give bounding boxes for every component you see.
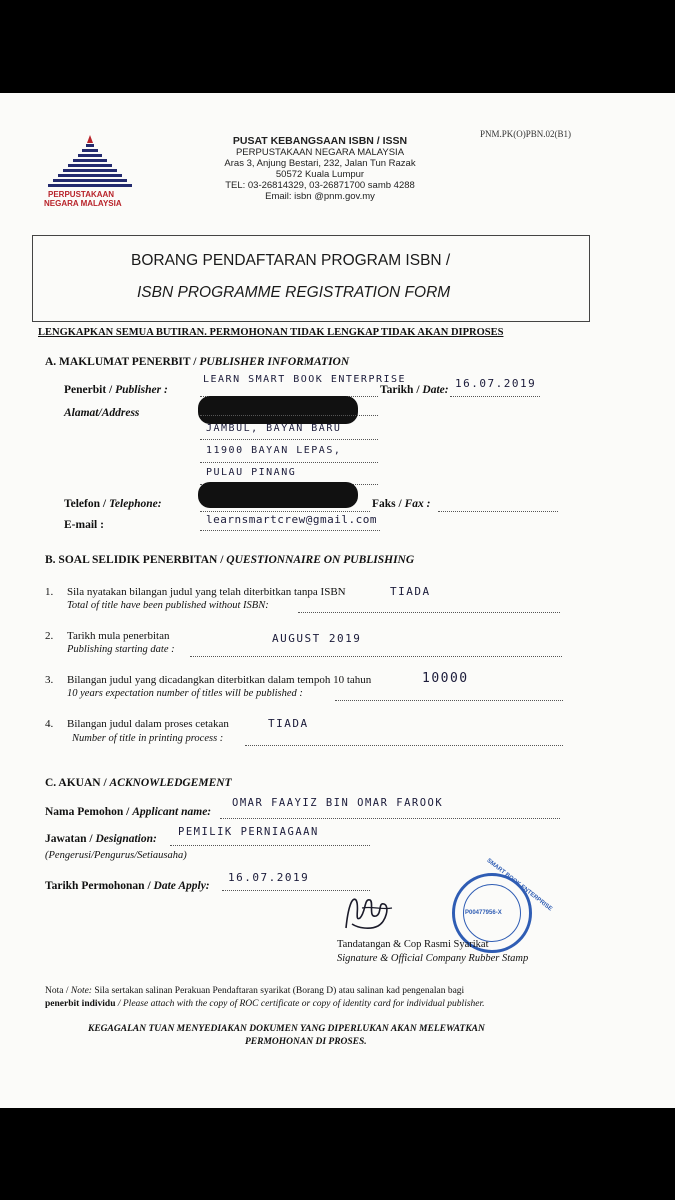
org-line: 50572 Kuala Lumpur: [275, 169, 365, 180]
address-line-3: PULAU PINANG: [206, 467, 297, 478]
question-english: 10 years expectation number of titles will be published :: [67, 688, 303, 699]
designation-value: PEMILIK PERNIAGAAN: [178, 826, 319, 838]
designation-hint: (Pengerusi/Pengurus/Setiausaha): [45, 850, 187, 861]
note-english-text: / Please attach with the copy of ROC certificate or copy of identity card for individual publisher.: [115, 999, 485, 1009]
header-address: [220, 135, 420, 202]
logo-text-line-1: PERPUSTAKAAN: [48, 190, 115, 199]
section-b-title-malay: B. SOAL SELIDIK PENERBITAN /: [45, 554, 227, 566]
question-malay: Bilangan judul dalam proses cetakan: [67, 718, 229, 730]
section-c-title: [45, 777, 232, 789]
section-c-title-malay: C. AKUAN /: [45, 777, 110, 789]
fax-label-malay: Faks /: [372, 498, 405, 510]
date-label-malay: Tarikh /: [380, 384, 423, 396]
fax-label-english: Fax :: [404, 498, 431, 510]
telephone-dotted-line: [200, 511, 370, 512]
telephone-label-malay: Telefon /: [64, 498, 109, 510]
publisher-value: LEARN SMART BOOK ENTERPRISE: [203, 374, 407, 385]
org-line: TEL: 03-26814329, 03-26871700 samb 4288: [225, 180, 415, 191]
designation-label-malay: Jawatan /: [45, 833, 96, 845]
date-apply-label-english: Date Apply:: [153, 880, 210, 892]
stamp-text: SMART BOOK ENTERPRISE: [485, 857, 553, 913]
question-number: 3.: [45, 674, 54, 686]
question-number: 4.: [45, 718, 54, 730]
address-line-1: JAMBUL, BAYAN BARU: [206, 423, 342, 434]
address-line-2: 11900 BAYAN LEPAS,: [206, 445, 342, 456]
date-label: [380, 384, 449, 396]
question-number: 2.: [45, 630, 54, 642]
date-apply-label-malay: Tarikh Permohonan /: [45, 880, 154, 892]
answer-dotted-line: [245, 745, 563, 746]
answer-dotted-line: [298, 612, 560, 613]
address-label: Alamat/Address: [64, 407, 140, 419]
section-a-title-english: PUBLISHER INFORMATION: [199, 356, 350, 368]
fax-dotted-line: [438, 511, 558, 512]
applicant-value: OMAR FAAYIZ BIN OMAR FAROOK: [232, 797, 444, 809]
applicant-label-english: Applicant name:: [132, 806, 212, 818]
question-answer: TIADA: [268, 717, 309, 730]
email-value: learnsmartcrew@gmail.com: [206, 513, 377, 526]
question-english: Number of title in printing process :: [72, 733, 224, 744]
date-label-english: Date:: [422, 384, 449, 396]
section-c-title-english: ACKNOWLEDGEMENT: [109, 777, 232, 789]
note-line-2: [45, 999, 485, 1009]
telephone-label-english: Telephone:: [108, 498, 162, 510]
redacted-address: [198, 396, 358, 424]
date-apply-label: [45, 880, 210, 892]
question-malay: Tarikh mula penerbitan: [67, 630, 170, 642]
section-a-title: [45, 356, 349, 368]
applicant-label-malay: Nama Pemohon /: [45, 806, 133, 818]
form-code: PNM.PK(O)PBN.02(B1): [480, 129, 572, 139]
instruction-text: LENGKAPKAN SEMUA BUTIRAN. PERMOHONAN TIDAK LENGKAP TIDAK AKAN DIPROSES: [38, 327, 504, 338]
org-line: PERPUSTAKAAN NEGARA MALAYSIA: [235, 147, 405, 158]
stamp-number: P00477956-X: [465, 910, 502, 916]
question-number: 1.: [45, 586, 54, 598]
email-label: E-mail :: [64, 519, 104, 531]
publisher-label: [64, 384, 168, 396]
designation-label: [45, 833, 157, 845]
address-dotted-line-1: [200, 415, 378, 416]
date-dotted-line: [450, 396, 540, 397]
fax-label: [372, 498, 430, 510]
answer-dotted-line: [190, 656, 562, 657]
publisher-label-malay: Penerbit /: [64, 384, 116, 396]
redacted-telephone: [198, 482, 358, 508]
form-page: [0, 93, 675, 1108]
designation-dotted-line: [170, 845, 370, 846]
applicant-dotted-line: [220, 818, 560, 819]
logo-text-line-2: NEGARA MALAYSIA: [44, 199, 122, 208]
org-line: Aras 3, Anjung Bestari, 232, Jalan Tun Razak: [224, 158, 416, 169]
telephone-label: [64, 498, 162, 510]
applicant-label: [45, 806, 211, 818]
question-answer: 10000: [422, 671, 469, 686]
pnm-logo-icon: [40, 133, 140, 193]
date-value: 16.07.2019: [455, 377, 537, 390]
question-malay: Sila nyatakan bilangan judul yang telah diterbitkan tanpa ISBN: [67, 586, 346, 598]
note-line-1: [45, 986, 464, 996]
org-title: PUSAT KEBANGSAAN ISBN / ISSN: [232, 135, 408, 147]
address-dotted-line-2: [200, 439, 378, 440]
signature-icon: [338, 888, 398, 938]
question-answer: AUGUST 2019: [272, 632, 362, 645]
question-english: Total of title have been published without ISBN:: [67, 600, 269, 611]
warning-line-2: PERMOHONAN DI PROSES.: [245, 1037, 367, 1047]
designation-label-english: Designation:: [95, 833, 157, 845]
warning-line-1: KEGAGALAN TUAN MENYEDIAKAN DOKUMEN YANG DIPERLUKAN AKAN MELEWATKAN: [88, 1024, 485, 1034]
note-bold-text: penerbit individu: [45, 999, 116, 1009]
note-text: Sila sertakan salinan Perakuan Pendaftaran syarikat (Borang D) atau salinan kad pengenalan bagi: [91, 986, 465, 996]
question-english: Publishing starting date :: [67, 644, 175, 655]
question-malay: Bilangan judul yang dicadangkan diterbitkan dalam tempoh 10 tahun: [67, 674, 372, 686]
section-b-title-english: QUESTIONNAIRE ON PUBLISHING: [226, 554, 415, 566]
pnm-logo: [40, 133, 140, 208]
date-apply-value: 16.07.2019: [228, 871, 310, 884]
signature-label-english: Signature & Official Company Rubber Stamp: [337, 953, 529, 964]
note-prefix: Nota /: [45, 986, 71, 996]
form-title-malay: BORANG PENDAFTARAN PROGRAM ISBN /: [131, 252, 451, 269]
address-dotted-line-3: [200, 462, 378, 463]
signature-label-malay: Tandatangan & Cop Rasmi Syarikat: [337, 939, 489, 950]
publisher-label-english: Publisher :: [115, 384, 168, 396]
section-b-title: [45, 554, 414, 566]
email-dotted-line: [200, 530, 380, 531]
question-answer: TIADA: [390, 585, 431, 598]
form-title-box: [32, 235, 590, 322]
form-title-english: ISBN PROGRAMME REGISTRATION FORM: [137, 284, 451, 301]
answer-dotted-line: [335, 700, 563, 701]
section-a-title-malay: A. MAKLUMAT PENERBIT /: [45, 356, 200, 368]
org-line: Email: isbn @pnm.gov.my: [265, 191, 375, 202]
note-prefix-english: Note:: [70, 986, 92, 996]
